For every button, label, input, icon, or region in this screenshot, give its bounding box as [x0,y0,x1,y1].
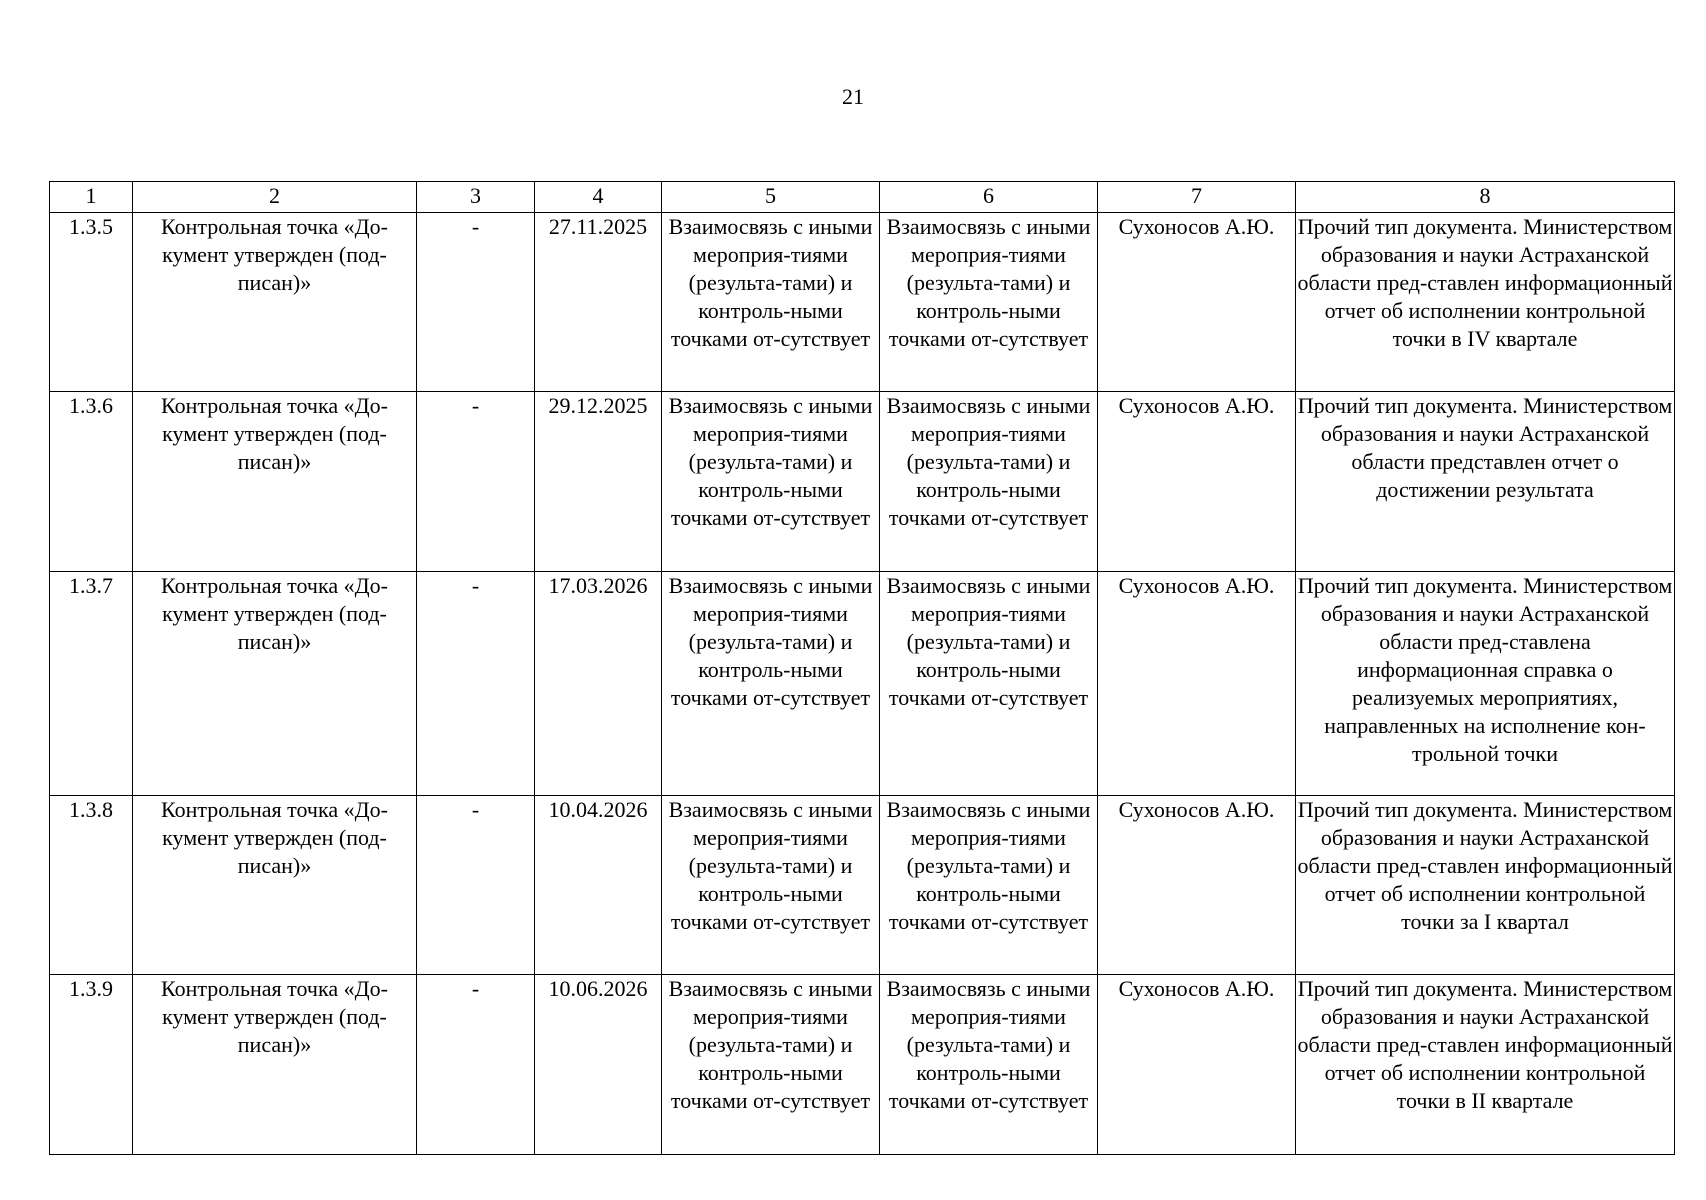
item-col3: - [417,572,535,796]
item-relation: Взаимосвязь с иными мероприя-тиями (результа-тами) и контроль-ными точками от-сутствует [662,572,880,796]
item-date: 29.12.2025 [535,392,662,572]
item-number: 1.3.9 [50,975,133,1155]
column-header: 6 [880,182,1098,213]
item-relation: Взаимосвязь с иными мероприя-тиями (результа-тами) и контроль-ными точками от-сутствует [880,796,1098,975]
item-name: Контрольная точка «До-кумент утвержден (под-писан)» [133,796,417,975]
item-date: 17.03.2026 [535,572,662,796]
item-document: Прочий тип документа. Министерством образования и науки Астраханской области пред-ставлена информационная справка о реализуемых мероприятиях, направленных на исполнение кон-трольной точки [1296,572,1675,796]
item-col3: - [417,796,535,975]
table-row [50,796,1675,975]
column-header: 3 [417,182,535,213]
item-number: 1.3.6 [50,392,133,572]
item-date: 27.11.2025 [535,213,662,392]
item-date: 10.06.2026 [535,975,662,1155]
item-name: Контрольная точка «До-кумент утвержден (под-писан)» [133,213,417,392]
item-number: 1.3.5 [50,213,133,392]
table-row [50,572,1675,796]
item-document: Прочий тип документа. Министерством образования и науки Астраханской области пред-ставлен информационный отчет об исполнении контрольной точки в II квартале [1296,975,1675,1155]
item-responsible: Сухоносов А.Ю. [1098,975,1296,1155]
column-header: 2 [133,182,417,213]
item-number: 1.3.8 [50,796,133,975]
item-name: Контрольная точка «До-кумент утвержден (под-писан)» [133,392,417,572]
item-number: 1.3.7 [50,572,133,796]
item-relation: Взаимосвязь с иными мероприя-тиями (результа-тами) и контроль-ными точками от-сутствует [662,213,880,392]
column-number-row [50,182,1675,213]
item-col3: - [417,975,535,1155]
item-relation: Взаимосвязь с иными мероприя-тиями (результа-тами) и контроль-ными точками от-сутствует [880,572,1098,796]
item-relation: Взаимосвязь с иными мероприя-тиями (результа-тами) и контроль-ными точками от-сутствует [662,975,880,1155]
item-responsible: Сухоносов А.Ю. [1098,213,1296,392]
item-col3: - [417,213,535,392]
item-responsible: Сухоносов А.Ю. [1098,572,1296,796]
item-relation: Взаимосвязь с иными мероприя-тиями (результа-тами) и контроль-ными точками от-сутствует [880,213,1098,392]
column-header: 4 [535,182,662,213]
table-row [50,975,1675,1155]
column-header: 7 [1098,182,1296,213]
table-row [50,392,1675,572]
column-header: 5 [662,182,880,213]
item-name: Контрольная точка «До-кумент утвержден (под-писан)» [133,975,417,1155]
item-relation: Взаимосвязь с иными мероприя-тиями (результа-тами) и контроль-ными точками от-сутствует [880,392,1098,572]
item-name: Контрольная точка «До-кумент утвержден (под-писан)» [133,572,417,796]
item-relation: Взаимосвязь с иными мероприя-тиями (результа-тами) и контроль-ными точками от-сутствует [662,392,880,572]
control-points-table [49,181,1675,1155]
item-document: Прочий тип документа. Министерством образования и науки Астраханской области пред-ставлен информационный отчет об исполнении контрольной точки в IV квартале [1296,213,1675,392]
item-document: Прочий тип документа. Министерством образования и науки Астраханской области представлен отчет о достижении результата [1296,392,1675,572]
table-row [50,213,1675,392]
item-document: Прочий тип документа. Министерством образования и науки Астраханской области пред-ставлен информационный отчет об исполнении контрольной точки за I квартал [1296,796,1675,975]
item-col3: - [417,392,535,572]
item-relation: Взаимосвязь с иными мероприя-тиями (результа-тами) и контроль-ными точками от-сутствует [662,796,880,975]
item-responsible: Сухоносов А.Ю. [1098,796,1296,975]
page-number: 21 [842,84,864,109]
item-responsible: Сухоносов А.Ю. [1098,392,1296,572]
column-header: 8 [1296,182,1675,213]
item-date: 10.04.2026 [535,796,662,975]
item-relation: Взаимосвязь с иными мероприя-тиями (результа-тами) и контроль-ными точками от-сутствует [880,975,1098,1155]
column-header: 1 [50,182,133,213]
